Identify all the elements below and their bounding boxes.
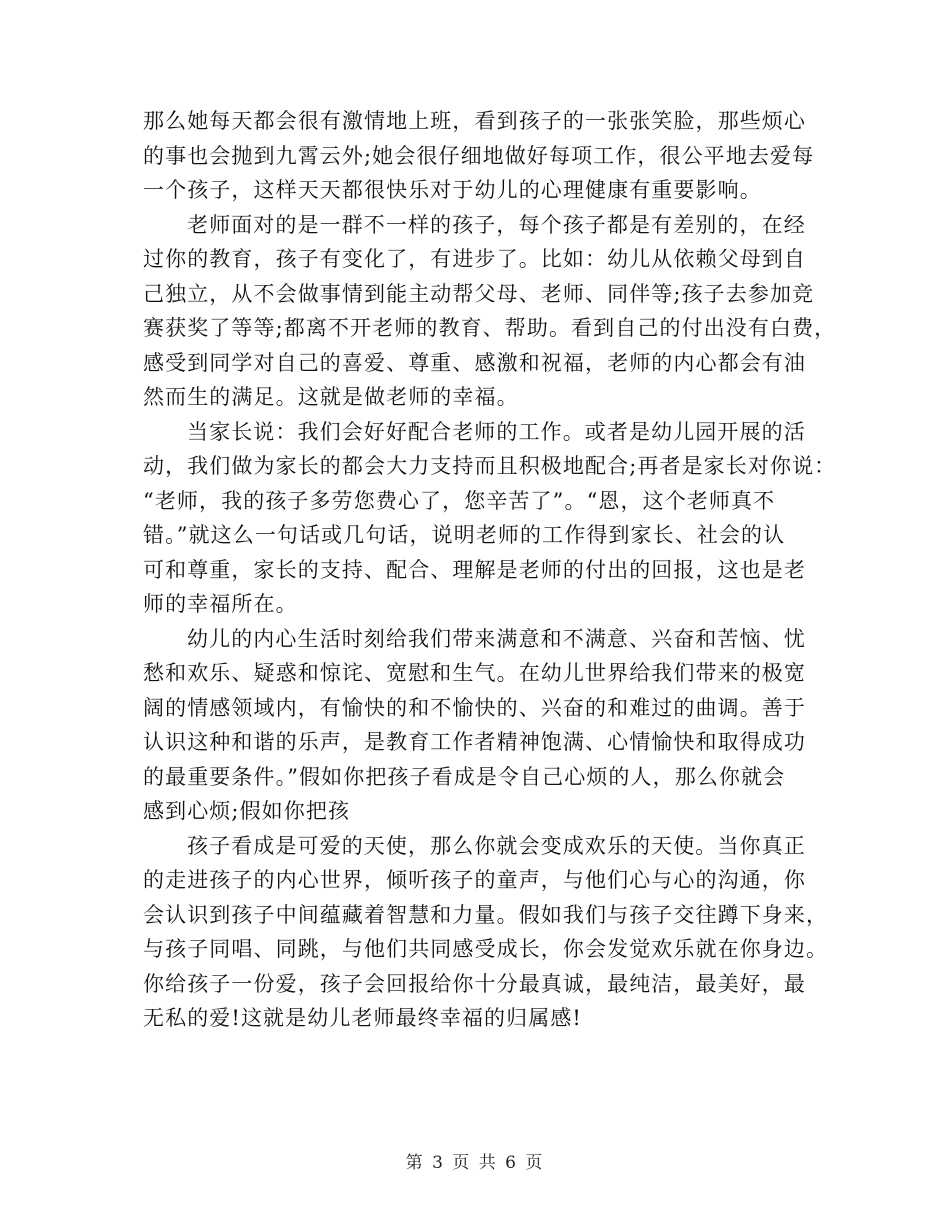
document-body bbox=[143, 104, 837, 1036]
text-line: 无私的爱!这就是幼儿老师最终幸福的归属感! bbox=[143, 1006, 582, 1030]
text-line: 过你的教育，孩子有变化了，有进步了。比如：幼儿从依赖父母到自 bbox=[143, 247, 806, 271]
text-line: 老师面对的是一群不一样的孩子，每个孩子都是有差别的，在经 bbox=[187, 212, 806, 237]
text-line: 赛获奖了等等;都离不开老师的教育、帮助。看到自己的付出没有白费， bbox=[143, 316, 837, 340]
paragraph bbox=[143, 622, 813, 829]
text-line: 愁和欢乐、疑惑和惊诧、宽慰和生气。在幼儿世界给我们带来的极宽 bbox=[143, 661, 806, 685]
text-line: 可和尊重，家长的支持、配合、理解是老师的付出的回报，这也是老 bbox=[143, 557, 806, 582]
paragraph bbox=[143, 415, 837, 622]
text-line: 那么她每天都会很有激情地上班，看到孩子的一张张笑脸，那些烦心 bbox=[143, 109, 806, 133]
text-line: 己独立，从不会做事情到能主动帮父母、老师、同伴等;孩子去参加竞 bbox=[143, 281, 815, 306]
text-line: 幼儿的内心生活时刻给我们带来满意和不满意、兴奋和苦恼、忧 bbox=[187, 626, 806, 651]
text-line: 你给孩子一份爱，孩子会回报给你十分最真诚，最纯洁，最美好，最 bbox=[143, 971, 806, 996]
text-line: 当家长说：我们会好好配合老师的工作。或者是幼儿园开展的活 bbox=[187, 419, 806, 444]
text-line: 的最重要条件。”假如你把孩子看成是令自己心烦的人，那么你就会 bbox=[143, 764, 786, 789]
text-line: 感到心烦;假如你把孩 bbox=[143, 799, 351, 823]
text-line: “老师，我的孩子多劳您费心了，您辛苦了”。“恩，这个老师真不 bbox=[143, 488, 776, 513]
text-line: 师的幸福所在。 bbox=[143, 592, 298, 616]
text-line: 会认识到孩子中间蕴藏着智慧和力量。假如我们与孩子交往蹲下身来， bbox=[143, 902, 829, 927]
text-line: 的事也会抛到九霄云外;她会很仔细地做好每项工作，很公平地去爱每 bbox=[143, 143, 815, 168]
paragraph bbox=[143, 104, 813, 208]
paragraph bbox=[143, 829, 829, 1036]
text-line: 感受到同学对自己的喜爱、尊重、感激和祝福，老师的内心都会有油 bbox=[143, 350, 806, 375]
text-line: 动，我们做为家长的都会大力支持而且积极地配合;再者是家长对你说： bbox=[143, 454, 837, 478]
paragraph bbox=[143, 208, 837, 415]
text-line: 的走进孩子的内心世界，倾听孩子的童声，与他们心与心的沟通，你 bbox=[143, 868, 806, 892]
text-line: 孩子看成是可爱的天使，那么你就会变成欢乐的天使。当你真正 bbox=[187, 833, 806, 858]
text-line: 与孩子同唱、同跳，与他们共同感受成长，你会发觉欢乐就在你身边。 bbox=[143, 937, 829, 961]
text-line: 认识这种和谐的乐声，是教育工作者精神饱满、心情愉快和取得成功 bbox=[143, 730, 806, 754]
text-line: 错。”就这么一句话或几句话，说明老师的工作得到家长、社会的认 bbox=[143, 523, 786, 547]
text-line: 一个孩子，这样天天都很快乐对于幼儿的心理健康有重要影响。 bbox=[143, 178, 762, 202]
text-line: 阔的情感领域内，有愉快的和不愉快的、兴奋的和难过的曲调。善于 bbox=[143, 695, 806, 720]
text-line: 然而生的满足。这就是做老师的幸福。 bbox=[143, 385, 519, 409]
page-number-footer: 第 3 页 共 6 页 bbox=[405, 1153, 545, 1173]
